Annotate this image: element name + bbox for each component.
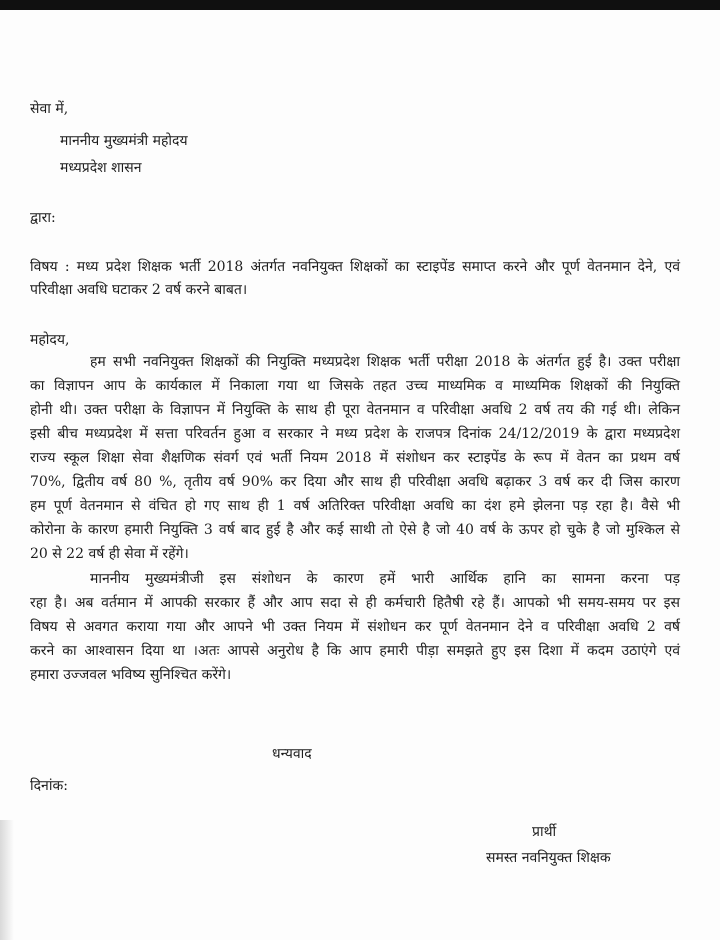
paragraph2-line: माननीय मुख्यमंत्रीजी इस संशोधन के कारण हमें भारी आर्थिक हानि का सामना करना पड़ <box>90 571 680 587</box>
paragraph1-line: इसी बीच मध्यप्रदेश में सत्ता परिवर्तन हुआ व सरकार ने मध्य प्रदेश के राजपत्र दिनांक 24/12/2019 के द्वारा मध्यप्रदेश <box>30 426 680 442</box>
thanks: धन्यवाद <box>272 746 312 762</box>
paragraph2-line: हमारा उज्जवल भविष्य सुनिश्चित करेंगे। <box>30 667 232 683</box>
paragraph1-line: 20 से 22 वर्ष ही सेवा में रहेंगे। <box>30 546 189 562</box>
paragraph1-line: हम पूर्ण वेतनमान से वंचित हो गए साथ ही 1 वर्ष अतिरिक्त परिवीक्षा अवधि का दंश हमे झेलना पड़ रहा है। वैसे भी <box>30 498 680 514</box>
paragraph2-line: करने का आश्वासन दिया था ।अतः आपसे अनुरोध है कि आप हमारी पीड़ा समझते हुए इस दिशा में कदम उठाएंगे एवं <box>30 643 680 659</box>
via-label: द्वारा: <box>30 210 56 226</box>
paragraph1-line: 70%, द्वितीय वर्ष 80 %, तृतीय वर्ष 90% कर दिया और साथ ही परिवीक्षा अवधि बढ़ाकर 3 वर्ष कर दी जिस कारण <box>30 474 680 490</box>
recipient-line-1: माननीय मुख्यमंत्री महोदय <box>60 133 188 149</box>
letter-page <box>0 10 720 940</box>
subject-line: विषय : मध्य प्रदेश शिक्षक भर्ती 2018 अंतर्गत नवनियुक्त शिक्षकों का स्टाइपेंड समाप्त करने और पूर्ण वेतनमान देने, एवं <box>30 259 680 275</box>
paragraph1-line: राज्य स्कूल शिक्षा सेवा शैक्षणिक संवर्ग एवं भर्ती नियम 2018 में संशोधन कर स्टाइपेंड के रूप में वेतन का प्रथम वर्ष <box>30 450 680 466</box>
paragraph2-line: रहा है। अब वर्तमान में आपकी सरकार हैं और आप सदा से ही कर्मचारी हितैषी रहे हैं। आपको भी समय-समय पर इस <box>30 595 680 611</box>
paragraph1-line: का विज्ञापन आप के कार्यकाल में निकाला गया था जिसके तहत उच्च माध्यमिक व माध्यमिक शिक्षकों की नियुक्ति <box>30 378 680 394</box>
greeting: महोदय, <box>30 332 70 348</box>
applicant-label: प्रार्थी <box>532 824 557 840</box>
screen-top-bar <box>0 0 720 10</box>
paper-shadow <box>0 820 14 940</box>
signatory: समस्त नवनियुक्त शिक्षक <box>486 850 611 866</box>
paragraph2-line: विषय से अवगत कराया गया और आपने भी उक्त नियम में संशोधन कर पूर्ण वेतनमान देने व परिवीक्षा अवधि 2 वर्ष <box>30 619 680 635</box>
paragraph1-line: कोरोना के कारण हमारी नियुक्ति 3 वर्ष बाद हुई है और कई साथी तो ऐसे है जो 40 वर्ष के ऊपर हो चुके है जो मुश्किल से <box>30 522 680 538</box>
paragraph1-line: हम सभी नवनियुक्त शिक्षकों की नियुक्ति मध्यप्रदेश शिक्षक भर्ती परीक्षा 2018 के अंतर्गत हुई है। उक्त परीक्षा <box>90 354 680 370</box>
paragraph1-line: होनी थी। उक्त परीक्षा के विज्ञापन में नियुक्ति के साथ ही पूरा वेतनमान व परिवीक्षा अवधि 2 वर्ष तय की गई थी। लेकिन <box>30 402 680 418</box>
date-label: दिनांक: <box>30 778 68 794</box>
subject-line: परिवीक्षा अवधि घटाकर 2 वर्ष करने बाबत। <box>30 282 248 298</box>
recipient-line-2: मध्यप्रदेश शासन <box>60 160 142 176</box>
salutation-to: सेवा में, <box>30 101 69 117</box>
